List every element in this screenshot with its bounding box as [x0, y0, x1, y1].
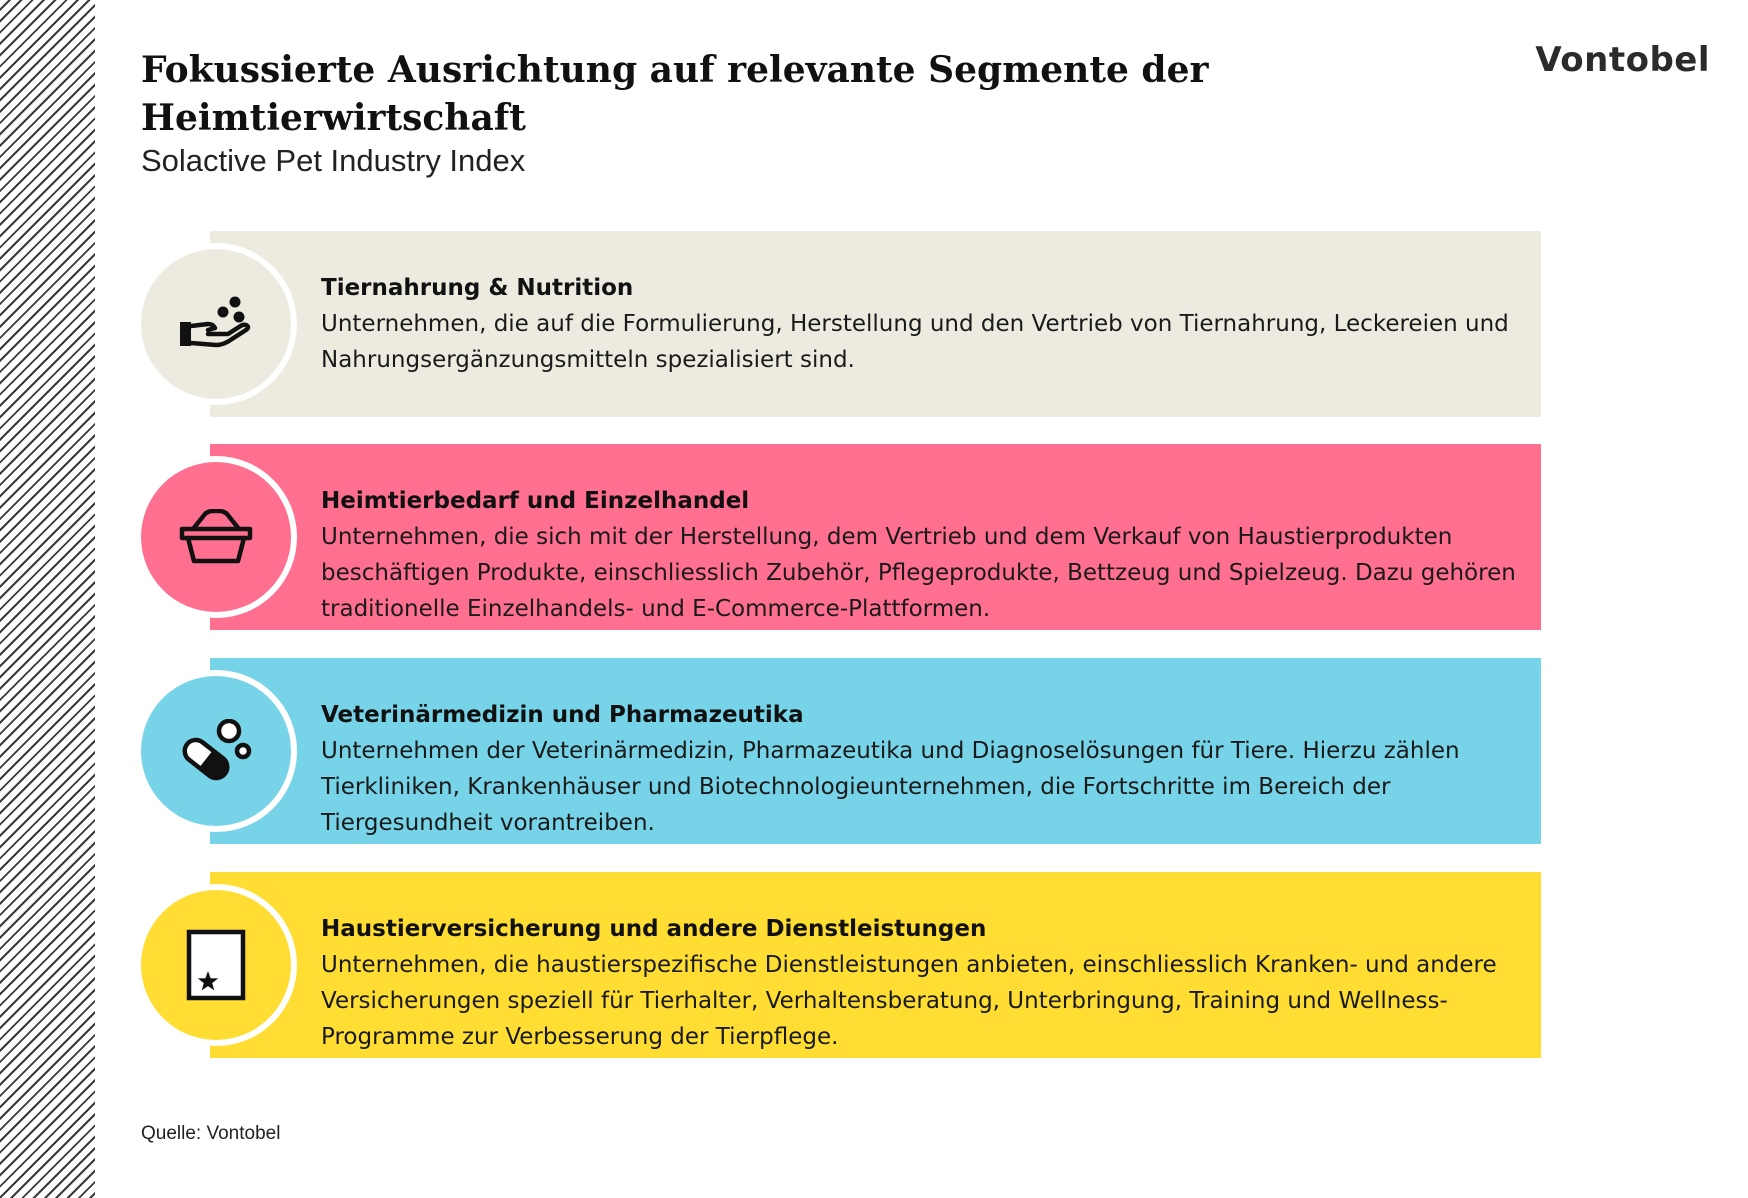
page-title: Fokussierte Ausrichtung auf relevante Segmente der Heimtierwirtschaft [141, 49, 1209, 139]
segment-description: Unternehmen, die sich mit der Herstellung, dem Vertrieb und dem Verkauf von Haustierprodukten beschäftigen Produkte, einschliesslich Zubehör, Pflegeprodukte, Bettzeug und Spielzeug. Dazu gehören traditionelle Einzelhandels- und E-Commerce-Plattformen. [321, 524, 1516, 622]
segment-text [321, 270, 1521, 378]
source-note: Quelle: Vontobel [141, 1123, 281, 1144]
segment-text [321, 911, 1521, 1055]
basket-icon [179, 509, 253, 565]
segment-title: Veterinärmedizin und Pharmazeutika [321, 702, 804, 728]
segment-nutrition [141, 231, 1541, 417]
segment-description: Unternehmen, die haustierspezifische Dienstleistungen anbieten, einschliesslich Kranken- und andere Versicherungen speziell für Tierhalter, Verhaltensberatung, Unterbringung, Training und Wellness-Programme zur Verbesserung der Tierpflege. [321, 952, 1497, 1050]
segment-title: Tiernahrung & Nutrition [321, 275, 634, 301]
segment-icon-circle [141, 462, 291, 612]
segment-description: Unternehmen der Veterinärmedizin, Pharmazeutika und Diagnoselösungen für Tiere. Hierzu zählen Tierkliniken, Krankenhäuser und Biotechnologieunternehmen, die Fortschritte im Bereich der Tiergesundheit vorantreiben. [321, 738, 1460, 836]
segment-text [321, 483, 1521, 627]
segment-insurance [141, 872, 1541, 1058]
segment-description: Unternehmen, die auf die Formulierung, Herstellung und den Vertrieb von Tiernahrung, Leckereien und Nahrungsergänzungsmitteln spezialisiert sind. [321, 311, 1509, 373]
pills-icon [180, 719, 252, 783]
segment-text [321, 697, 1521, 841]
decorative-stripes [0, 0, 95, 1198]
segment-title: Haustierversicherung und andere Dienstleistungen [321, 916, 987, 942]
segment-retail [141, 444, 1541, 630]
segment-veterinary [141, 658, 1541, 844]
vontobel-logo: Vontobel [1535, 40, 1710, 80]
page-subtitle: Solactive Pet Industry Index [141, 143, 526, 178]
document-star-icon [186, 929, 246, 1001]
segment-icon-circle [141, 890, 291, 1040]
segment-icon-circle [141, 249, 291, 399]
hand-food-icon [178, 294, 254, 354]
segment-title: Heimtierbedarf und Einzelhandel [321, 488, 750, 514]
segment-icon-circle [141, 676, 291, 826]
